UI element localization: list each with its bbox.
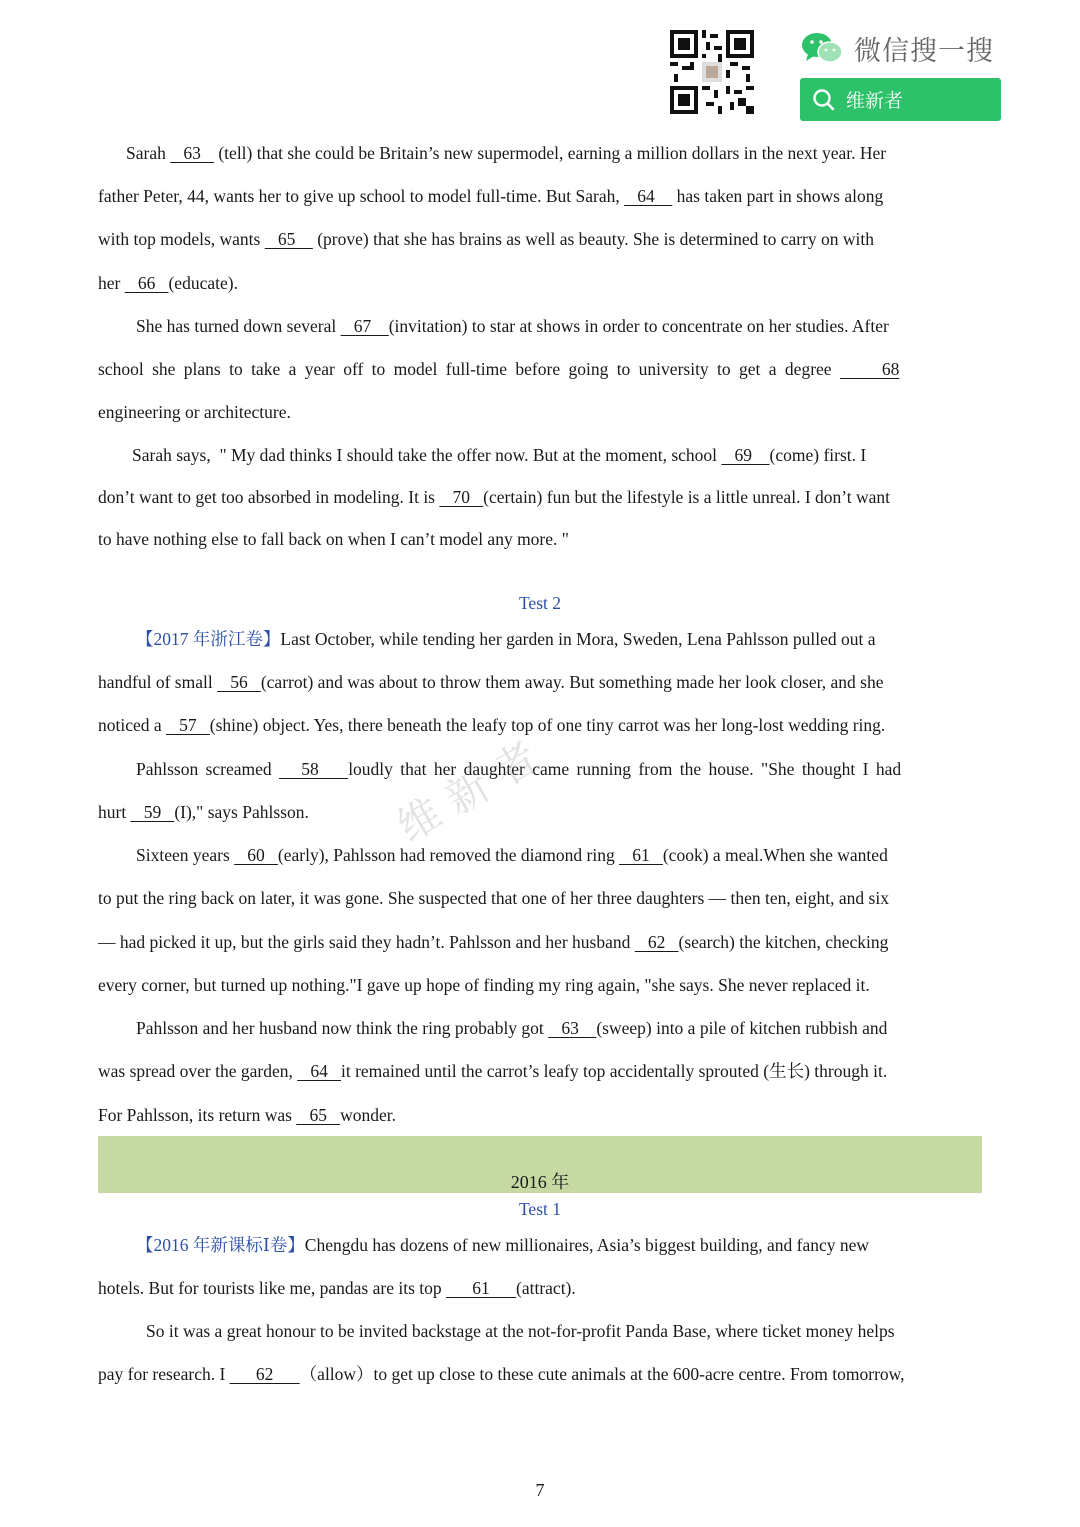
answer-blank: 58 [279,759,349,779]
search-keyword: 维新者 [846,90,904,112]
page-number: 7 [535,1480,545,1500]
text-line [98,184,982,208]
text-line [98,443,982,467]
answer-blank: 68 [839,359,900,379]
answer-blank: 62 [229,1364,300,1384]
text-line [98,1362,982,1386]
wechat-logo-icon [800,30,844,66]
section-heading: Test 2 [518,593,562,613]
answer-blank: 63 [548,1018,597,1038]
text-segment: (I)," says Pahlsson. [174,802,309,822]
answer-blank: 59 [130,802,175,822]
wechat-search-button[interactable] [800,78,1001,121]
text-segment: loudly that her daughter came running from the house. "She thought I had [348,759,902,779]
text-segment: (certain) fun but the lifestyle is a little unreal. I don’t want [483,487,891,507]
text-segment: every corner, but turned up nothing."I gave up hope of finding my ring again, "she says. She never replaced it. [98,975,870,995]
text-line [98,1233,982,1257]
text-segment: to put the ring back on later, it was gone. She suspected that one of her three daughters — then ten, eight, and six [98,888,889,908]
text-line [98,227,982,251]
text-line [98,314,982,338]
text-segment: noticed a [98,715,167,735]
search-icon [812,88,836,112]
text-segment: school she plans to take a year off to model full-time before going to university to get a degree [98,359,840,379]
answer-blank: 70 [439,487,484,507]
text-line [98,930,982,954]
answer-blank: 66 [124,273,169,293]
answer-blank: 57 [166,715,210,735]
text-line [98,800,982,824]
text-segment: has taken part in shows along [672,186,884,206]
text-line [98,670,982,694]
text-line [98,886,982,910]
text-segment: hotels. But for tourists like me, pandas are its top [98,1278,447,1298]
wechat-search-title [800,28,994,68]
answer-blank: 65 [296,1105,341,1125]
text-line [98,527,982,551]
text-line [98,1059,982,1083]
answer-blank: 65 [264,229,313,249]
text-segment: was spread over the garden, [98,1061,298,1081]
text-segment: with top models, wants [98,229,265,249]
text-segment: (tell) that she could be Britain’s new supermodel, earning a million dollars in the next year. Her [213,143,887,163]
text-line [98,1016,982,1040]
answer-blank: 64 [297,1061,341,1081]
text-segment: don’t want to get too absorbed in modeling. It is [98,487,440,507]
text-segment: Pahlsson screamed [136,759,280,779]
text-line [98,713,982,737]
text-segment: handful of small [98,672,218,692]
text-line [98,271,982,295]
text-line [98,843,982,867]
text-line [98,973,982,997]
text-segment: Sixteen years [136,845,235,865]
year-heading: 2016 年 [510,1172,570,1192]
text-line [98,141,982,165]
text-segment: (shine) object. Yes, there beneath the leafy top of one tiny carrot was her long-lost wedding ring. [209,715,886,735]
text-segment: So it was a great honour to be invited backstage at the not-for-profit Panda Base, where ticket money helps [146,1321,895,1341]
text-segment: Last October, while tending her garden in Mora, Sweden, Lena Pahlsson pulled out a [280,629,876,649]
text-line [98,400,982,424]
answer-blank: 62 [634,932,679,952]
qr-code-image [670,30,754,114]
text-segment: Sarah says, " My dad thinks I should take the offer now. But at the moment, school [132,445,722,465]
section-heading: Test 1 [518,1199,562,1219]
answer-blank: 64 [624,186,673,206]
text-segment: She has turned down several [136,316,341,336]
text-segment: (search) the kitchen, checking [678,932,889,952]
text-line [98,357,982,381]
text-segment: For Pahlsson, its return was [98,1105,297,1125]
text-segment: （allow）to get up close to these cute animals at the 600-acre centre. From tomorrow, [299,1364,905,1384]
text-segment: (invitation) to star at shows in order to concentrate on her studies. After [388,316,889,336]
text-segment: wonder. [340,1105,396,1125]
text-segment: her [98,273,125,293]
text-segment: (cook) a meal.When she wanted [662,845,888,865]
answer-blank: 67 [340,316,389,336]
text-line [98,485,982,509]
text-segment: hurt [98,802,131,822]
wechat-title-text: 微信搜一搜 [854,35,994,67]
text-segment: Chengdu has dozens of new millionaires, Asia’s biggest building, and fancy new [304,1235,870,1255]
text-segment: Pahlsson and her husband now think the ring probably got [136,1018,549,1038]
answer-blank: 69 [721,445,770,465]
text-line [98,1276,982,1300]
source-tag: 【2016 年新课标Ⅰ卷】 [136,1235,305,1255]
answer-blank: 60 [234,845,278,865]
text-segment: (prove) that she has brains as well as beauty. She is determined to carry on with [312,229,874,249]
text-segment: engineering or architecture. [98,402,291,422]
text-line [98,1319,982,1343]
text-line [98,1103,982,1127]
source-tag: 【2017 年浙江卷】 [136,629,281,649]
text-segment: (early), Pahlsson had removed the diamond ring [277,845,620,865]
text-segment: (attract). [516,1278,576,1298]
text-segment: to have nothing else to fall back on when I can’t model any more. " [98,529,569,549]
answer-blank: 61 [619,845,663,865]
text-segment: (carrot) and was about to throw them away. But something made her look closer, and she [260,672,884,692]
text-line [98,627,982,651]
text-segment: (come) first. I [769,445,867,465]
text-segment: (sweep) into a pile of kitchen rubbish and [596,1018,888,1038]
answer-blank: 63 [170,143,214,163]
text-segment: — had picked it up, but the girls said they hadn’t. Pahlsson and her husband [98,932,635,952]
text-segment: it remained until the carrot’s leafy top accidentally sprouted (生长) through it. [340,1061,888,1081]
text-segment: Sarah [126,143,171,163]
text-segment: father Peter, 44, wants her to give up school to model full-time. But Sarah, [98,186,625,206]
text-segment: pay for research. I [98,1364,230,1384]
watermark: 维 新 者 [389,732,546,852]
answer-blank: 56 [217,672,261,692]
text-segment: (educate). [168,273,238,293]
answer-blank: 61 [446,1278,517,1298]
